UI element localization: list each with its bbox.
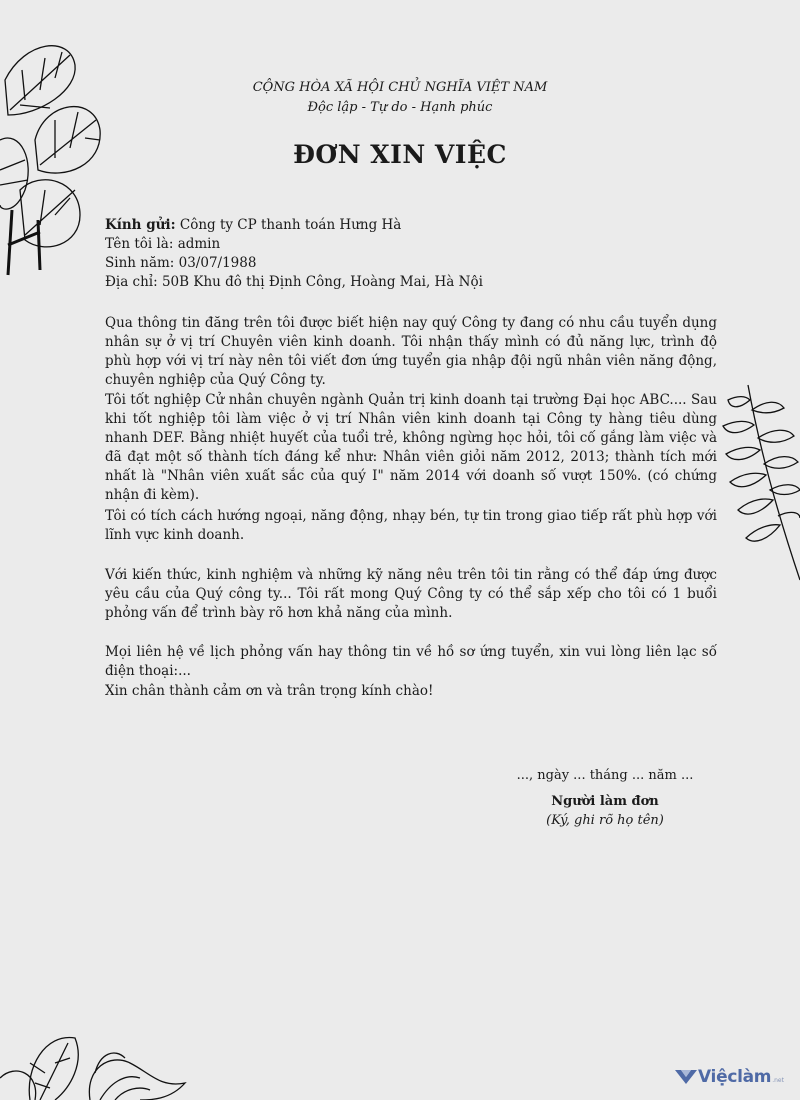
date-line: ..., ngày ... tháng ... năm ... [516, 768, 694, 783]
logo-chevron-icon [674, 1067, 698, 1087]
recipient-value: Công ty CP thanh toán Hưng Hà [179, 217, 402, 233]
signer-title: Người làm đơn [551, 794, 659, 809]
recipient-line [105, 216, 725, 235]
fern-leaf-illustration-right [718, 380, 800, 590]
applicant-name: Tên tôi là: admin [105, 236, 221, 252]
country-name: CỘNG HÒA XÃ HỘI CHỦ NGHĨA VIỆT NAM [252, 80, 548, 95]
address: Địa chỉ: 50B Khu đô thị Định Công, Hoàng Mai, Hà Nội [105, 274, 483, 290]
paragraph-intro: Qua thông tin đăng trên tôi được biết hiện nay quý Công ty đang có nhu cầu tuyển dụng nhân sự ở vị trí Chuyên viên kinh doanh. Tôi nhận thấy mình có đủ năng lực, trình độ phù hợp với vị trí này nên tôi viết đơn ứng tuyển gia nhập đội ngũ nhân viên năng động, chuyên nghiệp của Quý Công ty. [105, 315, 717, 388]
paragraph-closing: Xin chân thành cảm ơn và trân trọng kính chào! [105, 683, 434, 699]
recipient-label: Kính gửi: [105, 217, 176, 233]
country-header [0, 78, 800, 118]
vieclam-logo [674, 1064, 784, 1090]
leaf-illustration-bottom-left [0, 1028, 190, 1100]
paragraph-experience: Tôi tốt nghiệp Cử nhân chuyên ngành Quản trị kinh doanh tại trường Đại học ABC.... Sau khi tốt nghiệp tôi làm việc ở vị trí Nhân viên kinh doanh tại Công ty hàng tiêu dùng nhanh DEF. Bằng nhiệt huyết của tuổi trẻ, không ngừng học hỏi, tôi cố gắng làm việc và đã đạt một số thành tích đáng kể như: Nhân viên giỏi năm 2012, 2013; thành tích mới nhất là "Nhân viên xuất sắc của quý I" năm 2014 với doanh số vượt 150%. (có chứng nhận đi kèm). [105, 392, 717, 503]
paragraph-personality: Tôi có tích cách hướng ngoại, năng động, nhạy bén, tự tin trong giao tiếp rất phù hợp với lĩnh vực kinh doanh. [105, 508, 717, 543]
signature-note: (Ký, ghi rõ họ tên) [546, 813, 664, 828]
motto: Độc lập - Tự do - Hạnh phúc [307, 100, 493, 115]
paragraph-request: Với kiến thức, kinh nghiệm và những kỹ năng nêu trên tôi tin rằng có thể đáp ứng được yêu cầu của Quý công ty... Tôi rất mong Quý Công ty có thể sắp xếp cho tôi có 1 buổi phỏng vấn để trình bày rõ hơn khả năng của mình. [105, 567, 717, 621]
birth-year: Sinh năm: 03/07/1988 [105, 255, 257, 271]
logo-suffix: .net [772, 1076, 784, 1084]
logo-brand: Việclàm [698, 1067, 772, 1087]
paragraph-contact: Mọi liên hệ về lịch phỏng vấn hay thông tin về hồ sơ ứng tuyển, xin vui lòng liên lạc số điện thoại:... [105, 644, 717, 679]
applicant-info [105, 216, 725, 292]
document-title: ĐƠN XIN VIỆC [293, 140, 507, 169]
